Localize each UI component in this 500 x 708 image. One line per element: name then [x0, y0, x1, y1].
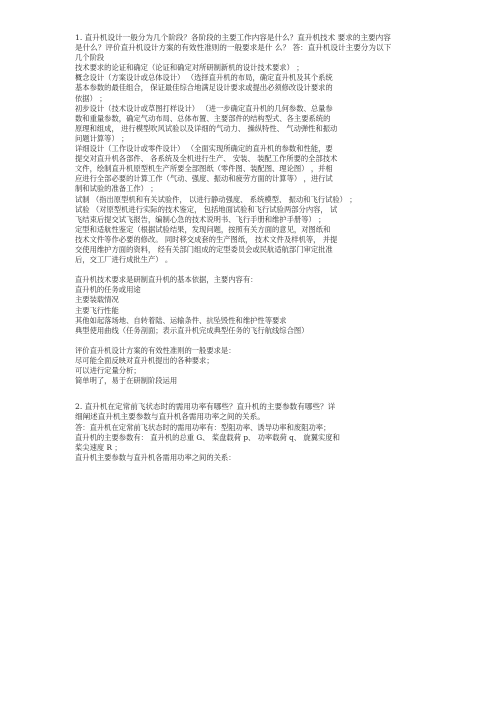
- answer-line: 桨尖速度 R ；: [75, 442, 122, 452]
- answer-line: 详细设计（工作设计或零件设计） （全面实现所确定的直升机的参数和性能，要: [75, 144, 333, 154]
- answer-line: 初步设计（技术设计或草图打样设计） （进一步确定直升机的几何参数、总量参: [75, 103, 333, 113]
- tech-requirements-line: 直升机的任务或用途: [75, 285, 141, 295]
- tech-requirements-line: 典型使用曲线（任务剖面；表示直升机完成典型任务的飞行航线综合图）: [75, 325, 309, 335]
- answer-line: 定型和适航性鉴定（根据试验结果，发现问题，按照有关方面的意见，对图纸和: [75, 224, 331, 234]
- evaluation-line: 评价直升机设计方案的有效性准则的一般要求是：: [75, 345, 236, 355]
- paragraph-gap: [75, 386, 437, 396]
- answer-line: 应进行全部必要的计算工作（气动、强度、振动和疲劳方面的计算等） ，进行试: [75, 174, 333, 184]
- answer-line: 问题计算等） ；: [75, 133, 129, 143]
- tech-requirements-line: 主要装载情况: [75, 295, 119, 305]
- question-1-line: 是什么？评价直升机设计方案的有效性准则的一般要求是什 么？ 答：直升机设计主要分为以下: [75, 43, 392, 53]
- answer-line: 依据） ；: [75, 93, 107, 103]
- answer-line: 原理和组成， 进行模型吹风试验以及详细的气动力、 操纵特性、 气动弹性和振动: [75, 123, 338, 133]
- section-q2: [75, 402, 437, 463]
- answer-line: 试验 （对原型机进行实际的技术鉴定， 包括地面试验和飞行试验两部分内容， 试: [75, 204, 338, 214]
- answer-line: 数和重量参数，确定气动布局、总体布置、主要部件的结构型式、各主要系统的: [75, 113, 331, 123]
- answer-line: 直升机主要参数与直升机各需用功率之间的关系：: [75, 452, 236, 462]
- tech-requirements-line: 主要飞行性能: [75, 305, 119, 315]
- answer-line: 几个阶段: [75, 53, 105, 63]
- paragraph-gap: [75, 265, 437, 275]
- section-q1: [75, 33, 437, 265]
- question-2-line: 细阐述直升机主要参数与直升机各需用功率之间的关系。: [75, 412, 265, 422]
- answer-line: 直升机的主要参数有： 直升机的总重 G、 桨盘载荷 p、 功率载荷 q、 旋翼实度和: [75, 432, 340, 442]
- evaluation-line: 可以进行定量分析；: [75, 366, 141, 376]
- answer-line: 交使用维护方面的资料， 经有关部门组成的定型委员会或民航适航部门审定批准: [75, 244, 333, 254]
- evaluation-line: 尽可能全面反映对直升机提出的各种要求；: [75, 356, 214, 365]
- answer-line: 后，交工厂进行成批生产） 。: [75, 255, 173, 265]
- answer-line: 文件，绘制直升机原型机生产所要全部图纸（零件图、装配图、理论图） ，并相: [75, 164, 333, 174]
- tech-requirements-line: 其他如起落场地、自转着陆、运输条件、抗坠毁性和维护性等要求: [75, 315, 287, 325]
- answer-line: 提交对直升机各部件、 各系统及全机进行生产、 安装、 装配工作所要的全部技术: [75, 154, 338, 164]
- answer-line: 基本参数的最佳组合， 保证最佳综合地满足设计要求或提出必须修改设计要求的: [75, 83, 333, 93]
- question-2-line: 2. 直升机在定常前飞状态时的需用功率有哪些？直升机的主要参数有哪些？详: [75, 402, 336, 412]
- answer-line: 制和试验的准备工作） ；: [75, 184, 158, 194]
- answer-line: 答：直升机在定常前飞状态时的需用功率有：型阻功率、诱导功率和废阻功率；: [75, 422, 331, 432]
- tech-requirements-line: 直升机技术要求是研制直升机的基本依据，主要内容有：: [75, 275, 258, 285]
- answer-line: 飞结束后提交试飞报告，编制心急的技术说明书、飞行手册和维护手册等） ；: [75, 214, 326, 224]
- answer-line: 试制 （指出原型机和有关试验件， 以进行静动强度、 系统模型、 振动和飞行试验） ；: [75, 194, 357, 204]
- question-1-line: 1. 直升机设计一般分为几个阶段？各阶段的主要工作内容是什么？直升机技术 要求的主要内容: [75, 33, 391, 42]
- answer-line: 技术要求的论证和确定（论证和确定对所研制新机的设计技术要求） ；: [75, 63, 304, 73]
- section-tech-requirements: [75, 275, 437, 336]
- answer-line: 技术文件等作必要的修改。 同时移交成套的生产图纸， 技术文件及样机等， 并提: [75, 234, 338, 244]
- paragraph-gap: [75, 336, 437, 346]
- answer-line: 概念设计（方案设计或总体设计） （选择直升机的布局，确定直升机及其个系统: [75, 73, 333, 83]
- document-body: [75, 33, 437, 463]
- evaluation-line: 简单明了，易于在研制阶段运用: [75, 376, 178, 386]
- section-evaluation-criteria: [75, 346, 437, 386]
